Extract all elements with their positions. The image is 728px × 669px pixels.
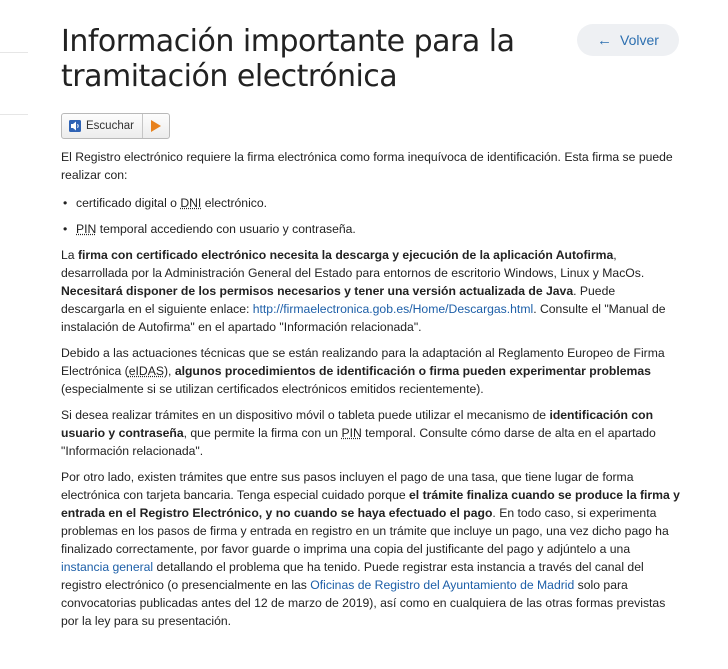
eidas-paragraph: Debido a las actuaciones técnicas que se están realizando para la adaptación al Reglamento Europeo de Firma Electrónica (eIDAS), algunos procedimientos de identificación o firma pueden experimentar problemas (especialmente si se utilizan certificados electrónicos emitidos recientemente).	[61, 346, 665, 396]
payment-paragraph: Por otro lado, existen trámites que entre sus pasos incluyen el pago de una tasa, que tiene lugar de forma electrónica con tarjeta bancaria. Tenga especial cuidado porque el trámite finaliza cuando se produce la firma y entrada en el Registro Electrónico, y no cuando se haya efectuado el pago. En todo caso, si experimenta problemas en los pasos de firma y entrada en registro en un trámite que incluye un pago, una vez dicho pago ha finalizado correctamente, por favor guarde o imprima una copia del justificante del pago y adjúntelo a una instancia general detallando el problema que ha tenido. Puede registrar esta instancia a través del canal del registro electrónico (o presencialmente en las Oficinas de Registro del Ayuntamiento de Madrid solo para convocatorias publicadas antes del 12 de marzo de 2019), así como en cualquiera de las otras formas previstas por la ley para su presentación.	[61, 470, 680, 628]
back-button[interactable]	[577, 24, 679, 56]
play-icon[interactable]	[143, 114, 169, 138]
listen-speaker-part[interactable]	[62, 114, 143, 138]
dni-abbr: DNI	[180, 196, 202, 210]
signature-methods-list	[61, 194, 681, 238]
arrow-left-icon: ←	[597, 31, 613, 49]
pin-abbr: PIN	[341, 426, 362, 440]
back-button-label: Volver	[620, 32, 659, 48]
oficinas-registro-link[interactable]: Oficinas de Registro del Ayuntamiento de Madrid	[310, 578, 575, 592]
intro-paragraph: El Registro electrónico requiere la firma electrónica como forma inequívoca de identificación. Esta firma se puede realizar con:	[61, 150, 673, 182]
autofirma-download-link[interactable]: http://firmaelectronica.gob.es/Home/Descargas.html	[252, 302, 534, 316]
pin-abbr: PIN	[76, 222, 97, 236]
left-nav-divider	[0, 114, 28, 115]
list-item: • PIN temporal accediendo con usuario y contraseña.	[61, 220, 681, 238]
eidas-abbr: eIDAS	[128, 364, 164, 378]
instancia-general-link[interactable]: instancia general	[61, 560, 154, 574]
listen-button[interactable]	[61, 113, 170, 139]
mobile-paragraph: Si desea realizar trámites en un dispositivo móvil o tableta puede utilizar el mecanismo de identificación con usuario y contraseña, que permite la firma con un PIN temporal. Consulte cómo darse de alta en el apartado "Información relacionada".	[61, 408, 656, 458]
speaker-icon	[68, 119, 82, 133]
autofirma-paragraph: La firma con certificado electrónico necesita la descarga y ejecución de la aplicación Autofirma, desarrollada por la Administración General del Estado para entornos de escritorio Windows, Linux y MacOs. Necesitará disponer de los permisos necesarios y tener una versión actualizada de Java. Puede descargarla en el siguiente enlace: http://firmaelectronica.gob.es/Home/Descargas.html. Consulte el "Manual de instalación de Autofirma" en el apartado "Información relacionada".	[61, 248, 666, 334]
left-nav-divider	[0, 52, 28, 53]
content-body	[61, 148, 681, 638]
page-title: Información importante para la tramitación electrónica	[61, 24, 515, 94]
list-item: • certificado digital o DNI electrónico.	[61, 194, 681, 212]
listen-label: Escuchar	[86, 120, 134, 132]
